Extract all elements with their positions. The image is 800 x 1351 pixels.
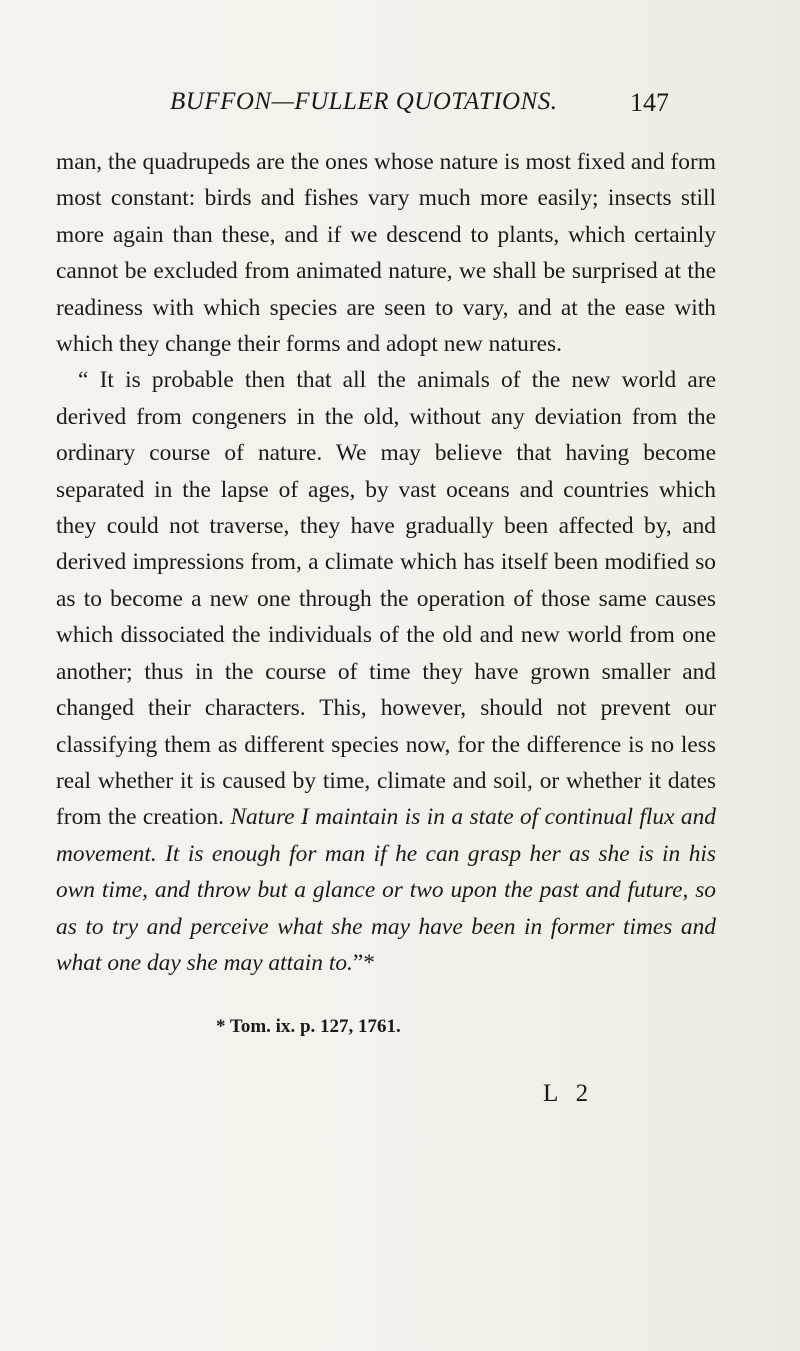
footnote: * Tom. ix. p. 127, 1761.	[216, 1016, 401, 1037]
quotation-italic-text: Nature I maintain is in a state of continual flux and movement. It is enough for man if he can grasp her as she is in his own time, and throw but a glance or two upon the past and future, so as to try and perceive what she may have been in former times and what one day she may attain to.	[56, 804, 716, 976]
body-text	[56, 144, 716, 981]
signature-mark: L 2	[543, 1080, 595, 1107]
page-header	[170, 88, 690, 128]
quotation-roman-text: “ It is probable then that all the animals of the new world are derived from congeners in the old, without any deviation from the ordinary course of nature. We may believe that having become separated in the lapse of ages, by vast oceans and countries which they could not traverse, they have gradually been affected by, and derived impressions from, a climate which has itself been modified so as to become a new one through the operation of those same causes which dissociated the individuals of the old and new world from one another; thus in the course of time they have grown smaller and changed their characters. This, however, should not prevent our classifying them as different species now, for the difference is no less real whether it is caused by time, climate and soil, or whether it dates from the creation.	[56, 367, 716, 831]
paragraph-quotation	[56, 362, 716, 981]
paragraph-continuation: man, the quadrupeds are the ones whose nature is most fixed and form most constant: birds and fishes vary much more easily; insects still more again than these, and if we descend to plants, which certainly cannot be excluded from animated nature, we shall be surprised at the readiness with which species are seen to vary, and at the ease with which they change their forms and adopt new natures.	[56, 149, 716, 358]
quotation-closing-mark: ”*	[352, 949, 375, 976]
running-head: BUFFON—FULLER QUOTATIONS.	[170, 88, 558, 115]
page-number: 147	[630, 88, 669, 117]
